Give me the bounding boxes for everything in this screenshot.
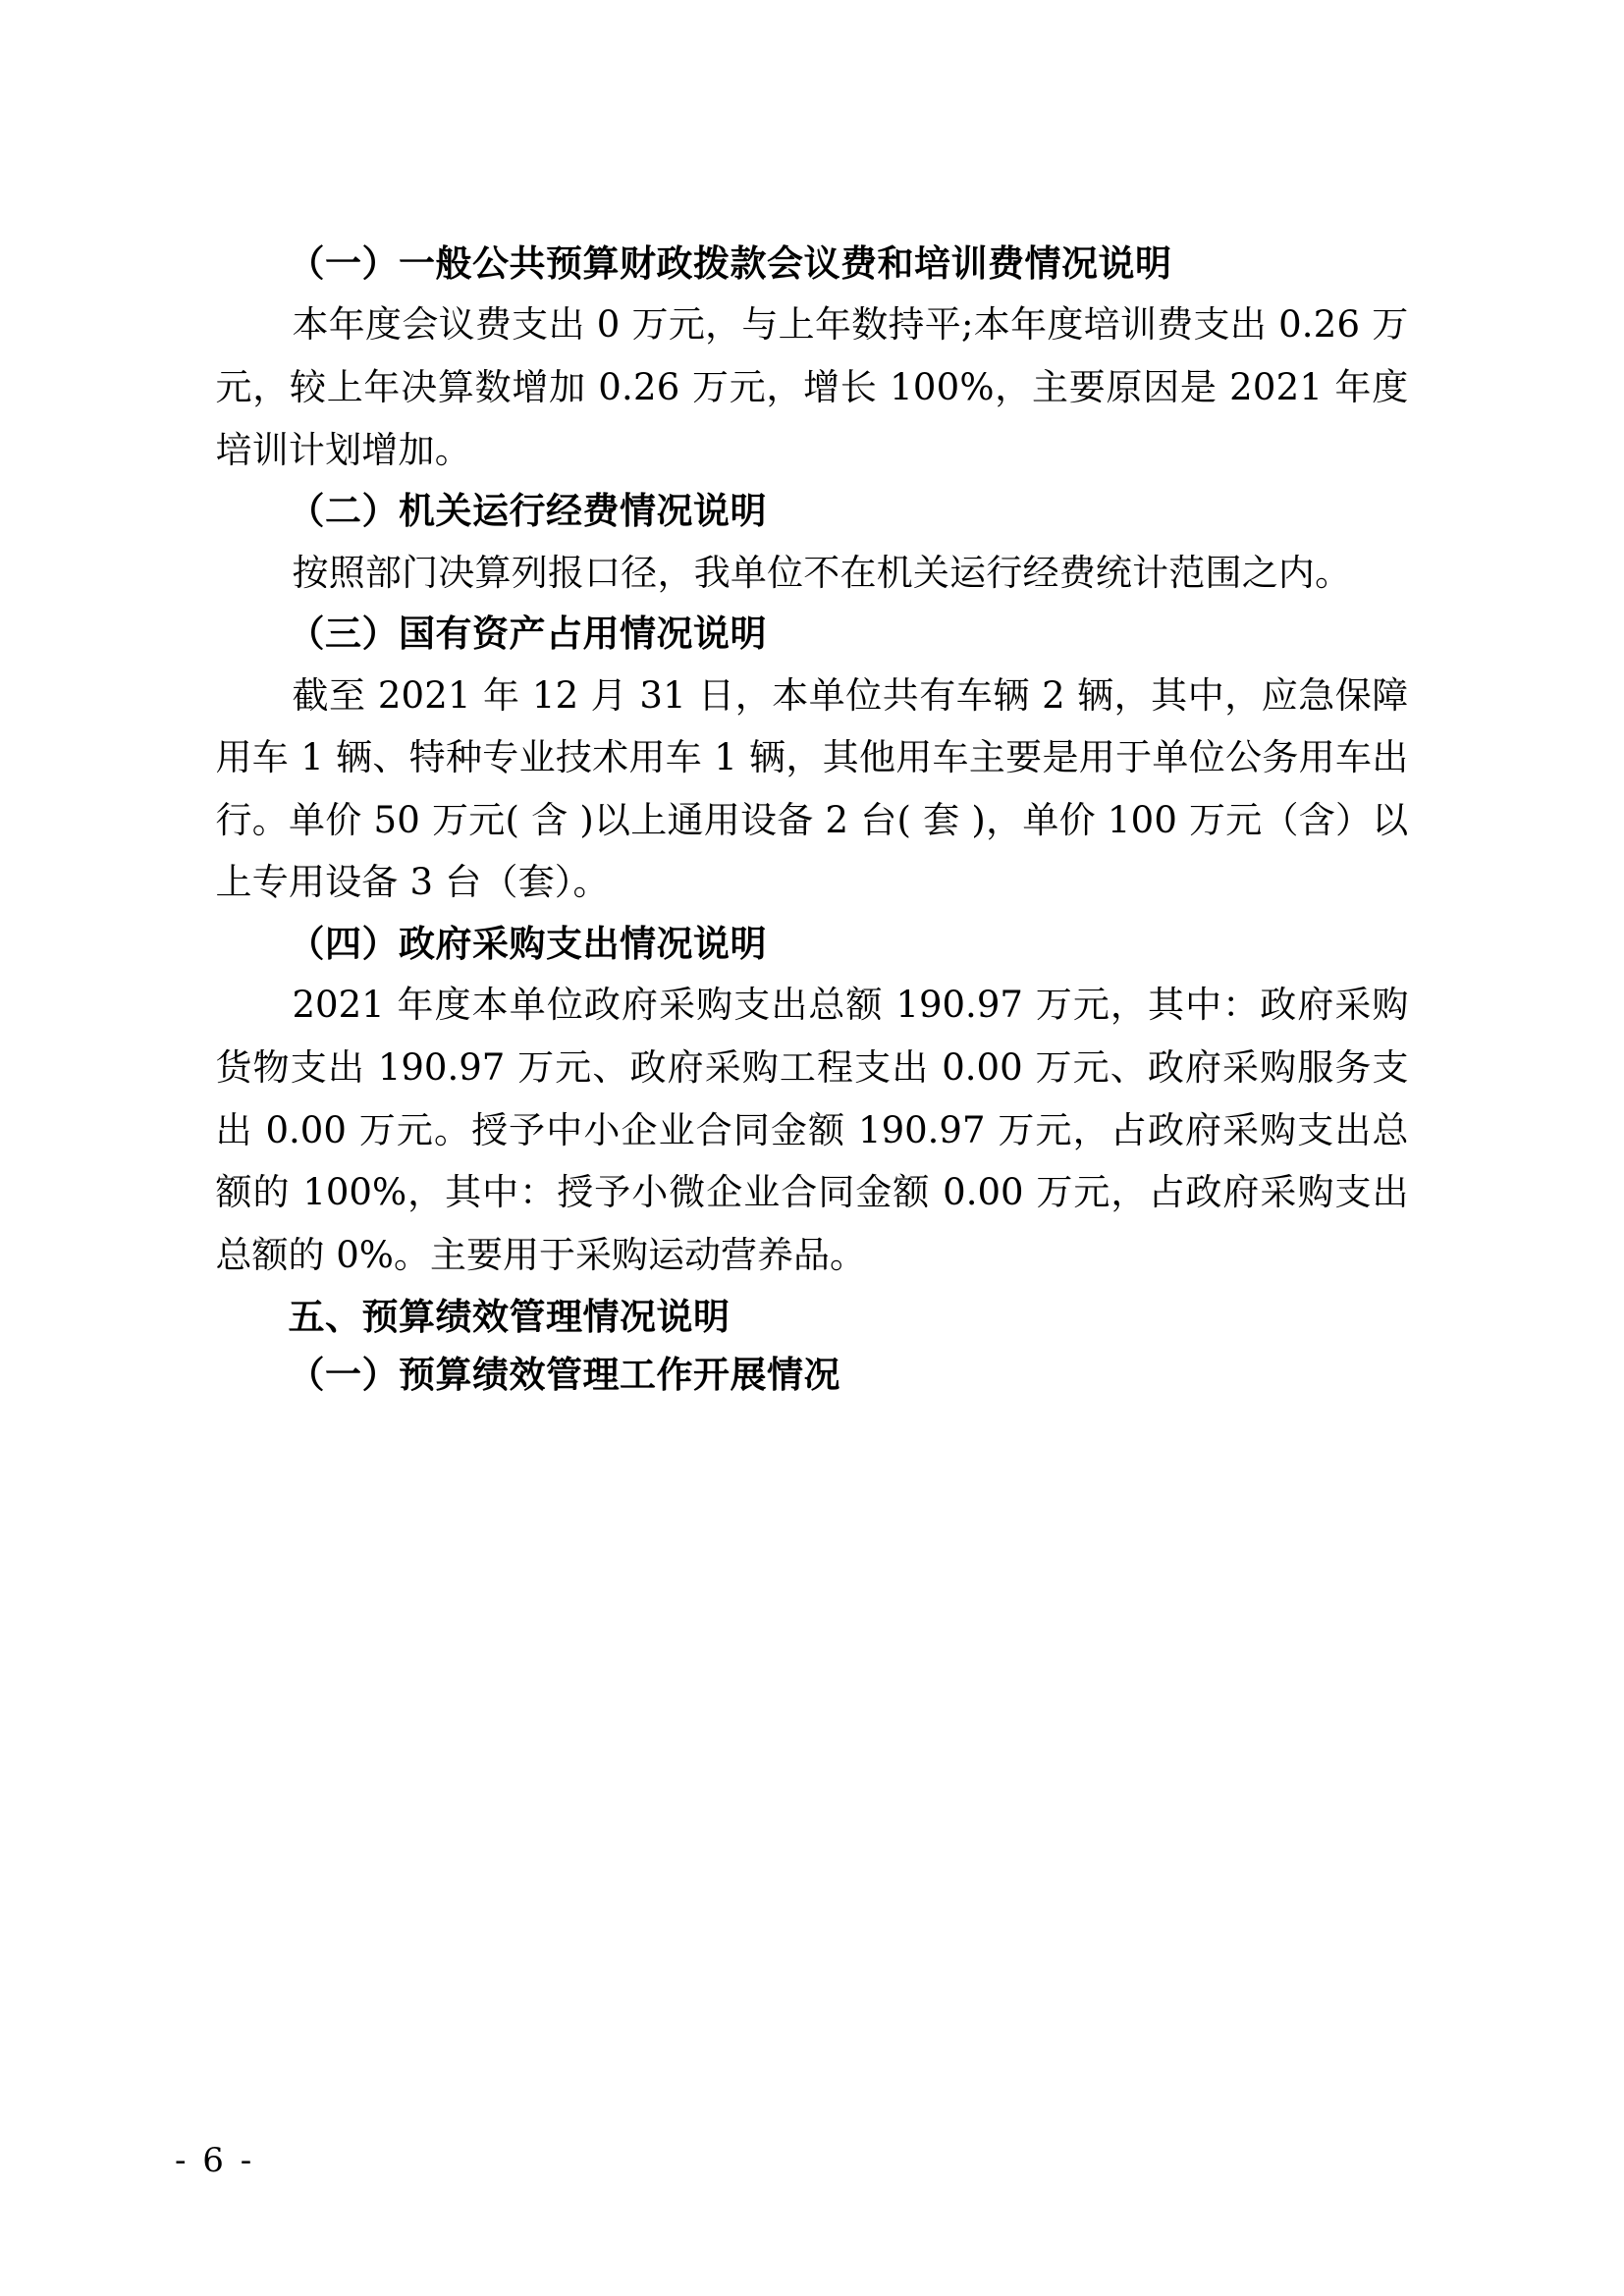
heading-government-procurement: （四）政府采购支出情况说明	[288, 923, 767, 966]
paragraph-state-owned-assets: 截至 2021 年 12 月 31 日，本单位共有车辆 2 辆，其中，应急保障用车 1 辆、特种专业技术用车 1 辆，其他用车主要是用于单位公务用车出行。单价 50 万元( 含 )以上通用设备 2 台( 套 )，单价 100 万元（含）以上专用设备 3 台（套）。	[215, 673, 1409, 904]
page-number: - 6 -	[175, 2141, 255, 2180]
heading-state-owned-assets: （三）国有资产占用情况说明	[288, 613, 767, 656]
heading-budget-performance-work: （一）预算绩效管理工作开展情况	[288, 1353, 840, 1396]
paragraph-meeting-training-fees: 本年度会议费支出 0 万元，与上年数持平;本年度培训费支出 0.26 万元，较上年决算数增加 0.26 万元，增长 100%，主要原因是 2021 年度培训计划增加。	[215, 303, 1409, 471]
heading-budget-performance-management: 五、预算绩效管理情况说明	[288, 1295, 731, 1338]
paragraph-government-procurement: 2021 年度本单位政府采购支出总额 190.97 万元，其中：政府采购货物支出 190.97 万元、政府采购工程支出 0.00 万元、政府采购服务支出 0.00 万元。授予中小企业合同金额 190.97 万元，占政府采购支出总额的 100%，其中：授予小微企业合同金额 0.00 万元，占政府采购支出总额的 0%。主要用于采购运动营养品。	[215, 984, 1409, 1276]
heading-agency-operating-expenses: （二）机关运行经费情况说明	[288, 490, 767, 533]
heading-meeting-training-fees: （一）一般公共预算财政拨款会议费和培训费情况说明	[288, 242, 1172, 285]
document-body	[216, 236, 1409, 1403]
paragraph-agency-operating-expenses: 按照部门决算列报口径，我单位不在机关运行经费统计范围之内。	[292, 551, 1352, 594]
